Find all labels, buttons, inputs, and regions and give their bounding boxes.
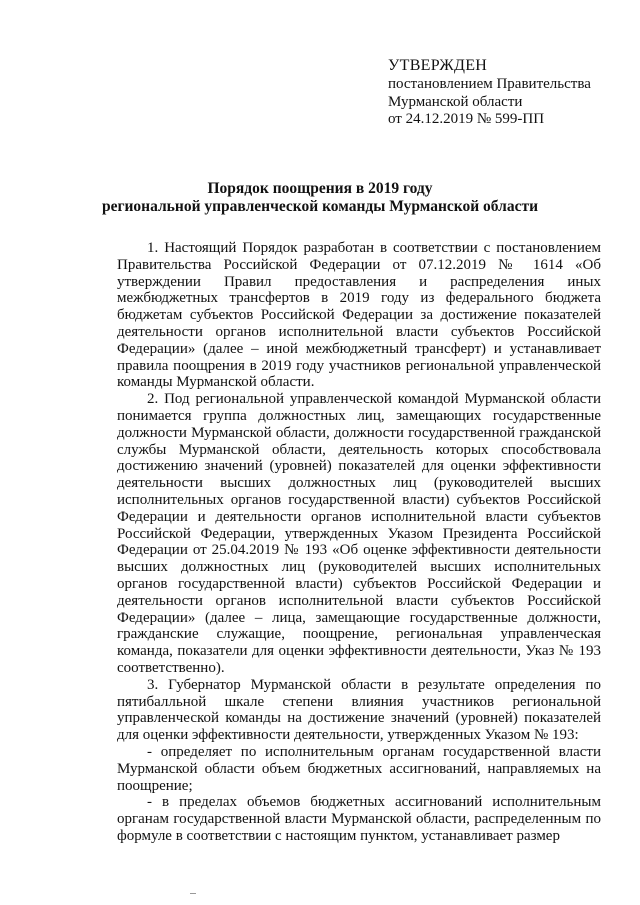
document-title [0,180,640,215]
paragraph-3: 3. Губернатор Мурманской области в результате определения по пятибалльной шкале степени влияния участников региональной управленческой команды на достижение значений (уровней) показателей для оценки эффективности деятельности, утвержденных Указом № 193: [117,676,601,744]
document-title-line-1: Порядок поощрения в 2019 году [207,180,433,197]
paragraph-2: 2. Под региональной управленческой командой Мурманской области понимается группа должностных лиц, замещающих государственные должности Мурманской области, должности государственной гражданской службы Мурманской области, деятельность которых способствовала достижению значений (уровней) показателей для оценки эффективности деятельности высших должностных лиц (руководителей высших исполнительных органов государственной власти) субъектов Российской Федерации и деятельности органов исполнительной власти субъектов Российской Федерации, утвержденных Указом Президента Российской Федерации от 25.04.2019 № 193 «Об оценке эффективности деятельности высших должностных лиц (руководителей высших исполнительных органов государственной власти) субъектов Российской Федерации и деятельности органов исполнительной власти субъектов Российской Федерации» (далее – лица, замещающие государственные должности, гражданские служащие, поощрение, региональная управленческая команда, показатели для оценки эффективности деятельности, Указ № 193 соответственно). [117,391,601,676]
approval-stamp [388,56,628,129]
list-item-2: - в пределах объемов бюджетных ассигнований исполнительным органам государственной власти Мурманской области, распределенным по формуле в соответствии с настоящим пунктом, устанавливает размер [117,794,601,844]
approval-line-decree: постановлением Правительства [388,76,591,92]
document-title-line-2: региональной управленческой команды Мурманской области [101,197,539,215]
approval-line-region: Мурманской области [388,93,523,110]
scan-mark [190,893,196,894]
approval-line-date-number: от 24.12.2019 № 599-ПП [388,111,545,127]
list-item-1: - определяет по исполнительным органам государственной власти Мурманской области объем бюджетных ассигнований, направляемых на поощрение; [117,743,601,794]
approval-title: УТВЕРЖДЕН [388,57,488,74]
paragraph-1: 1. Настоящий Порядок разработан в соответствии с постановлением Правительства Российской Федерации от 07.12.2019 № 1614 «Об утверждении Правил предоставления и распределения иных межбюджетных трансфертов в 2019 году из федерального бюджета бюджетам субъектов Российской Федерации за достижение показателей деятельности органов исполнительной власти субъектов Российской Федерации» (далее – иной межбюджетный трансферт) и устанавливает правила поощрения в 2019 году участников региональной управленческой команды Мурманской области. [117,240,601,391]
document-body [117,240,601,845]
